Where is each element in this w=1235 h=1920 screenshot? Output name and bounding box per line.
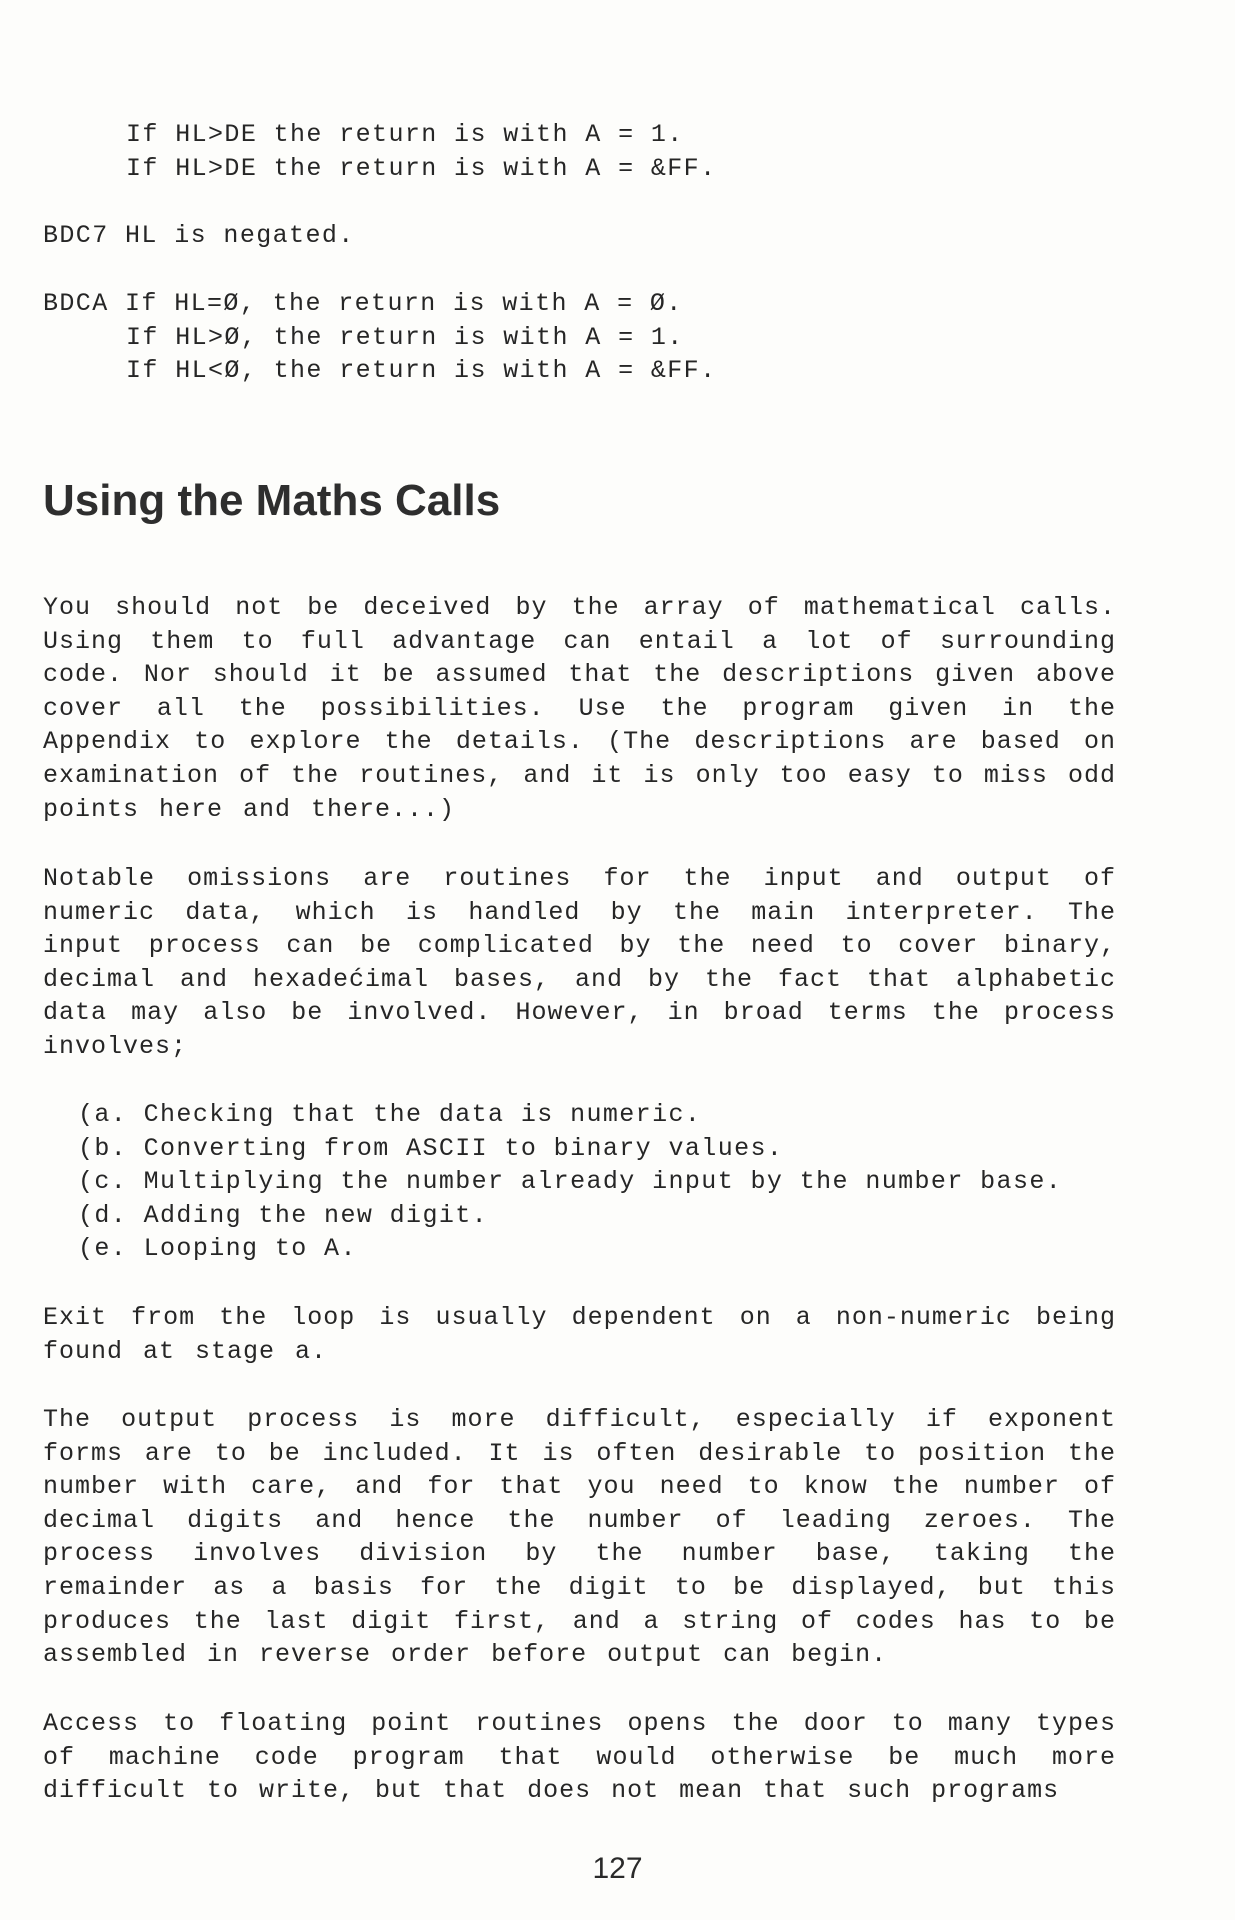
text-line: If HL>Ø, the return is with A = 1.: [126, 322, 684, 352]
list-item: (c. Multiplying the number already input by the number base.: [78, 1167, 1063, 1197]
paragraph: Exit from the loop is usually dependent on a non-numeric being found at stage a.: [43, 1303, 1116, 1366]
paragraph: You should not be deceived by the array of mathematical calls. Using them to full advantage can entail a lot of surrounding code. Nor should it be assumed that the descriptions given above cover all the possibilities. Use the program given in the Appendix to explore the details. (The descriptions are based on examination of the routines, and it is only too easy to miss odd points here and there...): [43, 593, 1116, 824]
list-item: (a. Checking that the data is numeric.: [78, 1100, 702, 1129]
steps-list: [78, 1098, 1062, 1266]
page-number: 127: [592, 1852, 643, 1885]
bdc7-block: [43, 219, 355, 253]
text-line: If HL>DE the return is with A = &FF.: [126, 153, 717, 183]
text-line: BDC7 HL is negated.: [43, 221, 355, 250]
list-item: (e. Looping to A.: [78, 1234, 357, 1264]
paragraph: Notable omissions are routines for the input and output of numeric data, which is handled by the main interpreter. The input process can be complicated by the need to cover binary, decimal and hexadećimal bases, and by the fact that alphabetic data may also be involved. However, in broad terms the process involves;: [43, 864, 1116, 1061]
paragraph: The output process is more difficult, especially if exponent forms are to be included. It is often desirable to position the number with care, and for that you need to know the number of decimal digits and hence the number of leading zeroes. The process involves division by the number base, taking the remainder as a basis for the digit to be displayed, but this produces the last digit first, and a string of codes has to be assembled in reverse order before output can begin.: [43, 1405, 1116, 1670]
section-heading: Using the Maths Calls: [43, 476, 501, 525]
comparison-block-de: [43, 118, 717, 185]
bdca-block: [43, 287, 717, 388]
paragraph: Access to floating point routines opens the door to many types of machine code program that would otherwise be much more difficult to write, but that does not mean that such programs: [43, 1709, 1116, 1806]
list-item: (b. Converting from ASCII to binary values.: [78, 1133, 784, 1163]
text-line: If HL<Ø, the return is with A = &FF.: [126, 356, 717, 386]
list-item: (d. Adding the new digit.: [78, 1200, 489, 1230]
text-line: If HL>DE the return is with A = 1.: [126, 120, 684, 149]
text-line: BDCA If HL=Ø, the return is with A = Ø.: [43, 289, 683, 318]
